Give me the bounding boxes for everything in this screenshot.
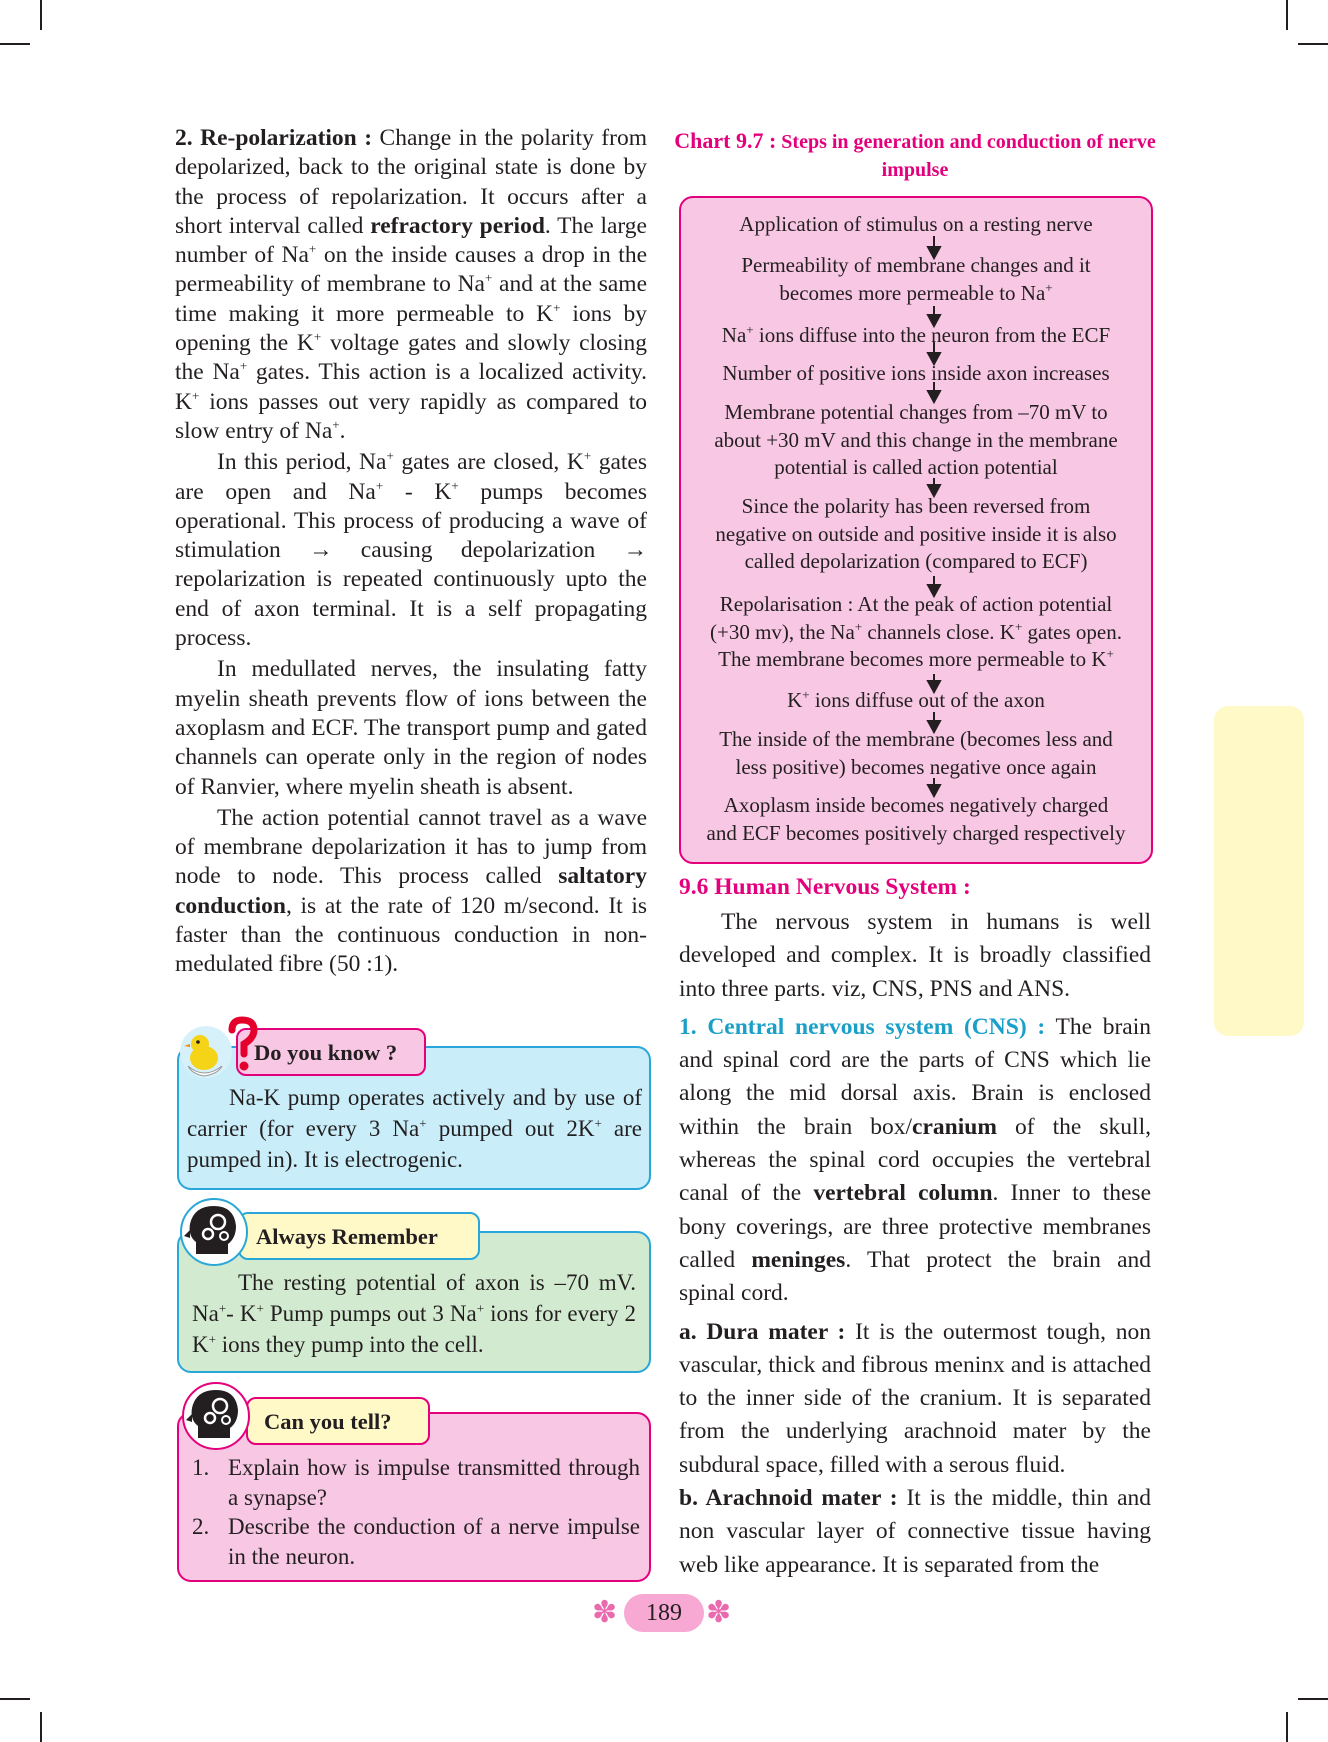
intro-paragraph: The nervous system in humans is well developed and complex. It is broadly classified into three parts. viz, CNS, PNS and ANS.: [679, 909, 1151, 1002]
right-column: [679, 906, 1151, 1582]
flow-step-1: Application of stimulus on a resting nerve: [739, 212, 1093, 236]
chick-question-icon: [178, 1016, 258, 1082]
crop-mark: [0, 1698, 30, 1700]
flow-step-4: Number of positive ions inside axon increases: [722, 361, 1110, 385]
head-gears-icon: [178, 1196, 248, 1266]
crop-mark: [0, 43, 30, 45]
period-paragraph: In this period, Na+ gates are closed, K+ gates are open and Na+ - K+ pumps becomes operational. This process of producing a wave of stimulation → causing depolarization → repolarization is repeated continuously upto the end of axon terminal. It is a self propagating process.: [175, 448, 647, 652]
head-gears-icon: [180, 1380, 250, 1450]
crop-mark: [40, 1712, 42, 1742]
always-remember-text: The resting potential of axon is –70 mV. Na+- K+ Pump pumps out 3 Na+ ions for every 2 K+ ions they pump into the cell.: [192, 1270, 636, 1357]
action-potential-paragraph: The action potential cannot travel as a wave of membrane depolarization it has to jump from node to node. This process called saltatory conduction, is at the rate of 120 m/second. It is faster than the continuous conduction in non-medulated fibre (50 :1).: [175, 804, 647, 978]
flow-step-9: The inside of the membrane (becomes less and less positive) becomes negative once again: [719, 727, 1113, 779]
medullated-paragraph: In medullated nerves, the insulating fatty myelin sheath prevents flow of ions between the axoplasm and ECF. The transport pump and gated channels can operate only in the region of nodes of Ranvier, where myelin sheath is absent.: [175, 656, 647, 800]
flow-step-3: Na+ ions diffuse into the neuron from the ECF: [721, 322, 1111, 347]
page-number: 189: [624, 1594, 704, 1632]
crop-mark: [40, 0, 42, 30]
flower-ornament-icon: ✽: [592, 1596, 618, 1629]
crop-mark: [1286, 1712, 1288, 1742]
crop-mark: [1298, 43, 1328, 45]
flow-step-5: Membrane potential changes from –70 mV to about +30 mV and this change in the membrane potential is called action potential: [714, 400, 1118, 479]
section-heading: 9.6 Human Nervous System :: [679, 874, 971, 900]
crop-mark: [1298, 1698, 1328, 1700]
crop-mark: [1286, 0, 1288, 30]
list-item: 1. Explain how is impulse transmitted through a synapse?: [192, 1455, 640, 1510]
flow-step-8: K+ ions diffuse out of the axon: [787, 687, 1045, 712]
do-you-know-text: Na-K pump operates actively and by use of carrier (for every 3 Na+ pumped out 2K+ are pumped in). It is electrogenic.: [187, 1085, 642, 1172]
flower-ornament-icon: ✽: [706, 1596, 732, 1629]
can-you-tell-list: [192, 1453, 640, 1571]
chart-title: Chart 9.7 : Steps in generation and conduction of nerve impulse: [674, 128, 1156, 181]
arachnoid-paragraph: b. Arachnoid mater : It is the middle, thin and non vascular layer of connective tissue having web like appearance. It is separated from the: [679, 1485, 1151, 1578]
flow-step-2: Permeability of membrane changes and it becomes more permeable to Na+: [741, 253, 1091, 305]
can-you-tell-tag: Can you tell?: [246, 1397, 430, 1445]
flowchart-box: [679, 196, 1153, 864]
flow-step-6: Since the polarity has been reversed from negative on outside and positive inside it is also called depolarization (compared to ECF): [715, 494, 1117, 573]
flow-step-10: Axoplasm inside becomes negatively charged and ECF becomes positively charged respectively: [706, 793, 1126, 845]
side-tab: [1214, 706, 1304, 1036]
repolarization-paragraph: 2. Re-polarization : Change in the polarity from depolarized, back to the original state is done by the process of repolarization. It occurs after a short interval called refractory period. The large number of Na+ on the inside causes a drop in the permeability of membrane to Na+ and at the same time making it more permeable to K+ ions by opening the K+ voltage gates and slowly closing the Na+ gates. This action is a localized activity. K+ ions passes out very rapidly as compared to slow entry of Na+.: [175, 125, 648, 444]
dura-paragraph: a. Dura mater : It is the outermost tough, non vascular, thick and fibrous meninx and is attached to the inner side of the cranium. It is separated from the underlying arachnoid mater by the subdural space, filled with a serous fluid.: [679, 1318, 1151, 1478]
do-you-know-tag: Do you know ?: [236, 1028, 426, 1076]
list-item: 2. Describe the conduction of a nerve impulse in the neuron.: [192, 1514, 640, 1569]
cns-paragraph: 1. Central nervous system (CNS) : The brain and spinal cord are the parts of CNS which lie along the mid dorsal axis. Brain is enclosed within the brain box/cranium of the skull, whereas the spinal cord occupies the vertebral canal of the vertebral column. Inner to these bony coverings, are three protective membranes called meninges. That protect the brain and spinal cord.: [679, 1013, 1151, 1307]
always-remember-tag: Always Remember: [238, 1212, 480, 1260]
left-column: [175, 124, 647, 980]
flow-step-7: Repolarisation : At the peak of action potential (+30 mv), the Na+ channels close. K+ gates open. The membrane becomes more permeable to K+: [709, 592, 1123, 671]
